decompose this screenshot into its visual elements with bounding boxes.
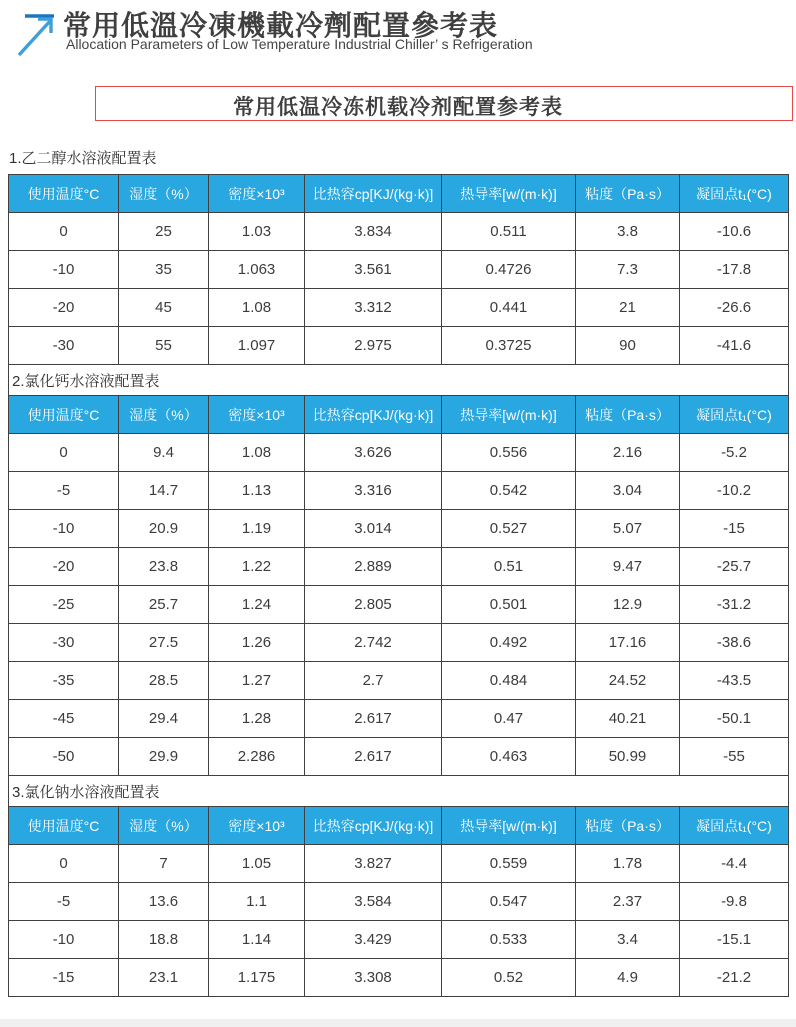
table-cell: 0.492 — [442, 624, 576, 662]
column-header: 密度×10³ — [209, 807, 305, 845]
table-cell: 1.05 — [209, 845, 305, 883]
table-cell: 17.16 — [576, 624, 680, 662]
table-cell: -35 — [9, 662, 119, 700]
table-cell: 25.7 — [119, 586, 209, 624]
table-cell: 50.99 — [576, 738, 680, 776]
table-cell: 2.617 — [305, 738, 442, 776]
table-cell: 21 — [576, 289, 680, 327]
column-header: 比热容cp[KJ/(kg·k)] — [305, 175, 442, 213]
table-cell: -31.2 — [680, 586, 789, 624]
table-cell: -5.2 — [680, 434, 789, 472]
table-cell: 3.626 — [305, 434, 442, 472]
table-cell: 1.78 — [576, 845, 680, 883]
table-cell: 0.4726 — [442, 251, 576, 289]
table-cell: 45 — [119, 289, 209, 327]
table-header-row — [9, 175, 789, 213]
table-cell: 0.441 — [442, 289, 576, 327]
table-cell: -38.6 — [680, 624, 789, 662]
table-row — [9, 289, 789, 327]
table-cell: 29.9 — [119, 738, 209, 776]
table-cell: 7 — [119, 845, 209, 883]
section-label: 1.乙二醇水溶液配置表 — [9, 150, 157, 167]
table-cell: -55 — [680, 738, 789, 776]
table-cell: -20 — [9, 289, 119, 327]
column-header: 热导率[w/(m·k)] — [442, 396, 576, 434]
table-row — [9, 510, 789, 548]
column-header: 湿度（%） — [119, 396, 209, 434]
table-cell: 28.5 — [119, 662, 209, 700]
column-header: 比热容cp[KJ/(kg·k)] — [305, 396, 442, 434]
table-cell: 2.805 — [305, 586, 442, 624]
table-cell: 3.308 — [305, 959, 442, 997]
table-cell: 0 — [9, 845, 119, 883]
parameters-table — [8, 174, 789, 997]
up-right-arrow-logo-icon — [10, 8, 56, 62]
column-header: 粘度（Pa·s） — [576, 396, 680, 434]
table-cell: 0.51 — [442, 548, 576, 586]
table-cell: 1.19 — [209, 510, 305, 548]
table-cell: 0.47 — [442, 700, 576, 738]
table-row — [9, 624, 789, 662]
table-cell: 1.22 — [209, 548, 305, 586]
table-cell: 18.8 — [119, 921, 209, 959]
column-header: 使用温度°C — [9, 175, 119, 213]
column-header: 凝固点t₁(°C) — [680, 807, 789, 845]
table-row — [9, 251, 789, 289]
table-cell: 2.286 — [209, 738, 305, 776]
table-cell: 3.561 — [305, 251, 442, 289]
table-cell: -25.7 — [680, 548, 789, 586]
table-cell: -10 — [9, 510, 119, 548]
table-cell: -30 — [9, 327, 119, 365]
table-cell: 24.52 — [576, 662, 680, 700]
table-header-row — [9, 396, 789, 434]
table-row — [9, 472, 789, 510]
column-header: 热导率[w/(m·k)] — [442, 807, 576, 845]
table-cell: 3.834 — [305, 213, 442, 251]
table-cell: 2.617 — [305, 700, 442, 738]
table-cell: 1.27 — [209, 662, 305, 700]
table-cell: -10 — [9, 251, 119, 289]
table-cell: -9.8 — [680, 883, 789, 921]
table-cell: -41.6 — [680, 327, 789, 365]
page-title: 常用低温冷冻机载冷剂配置参考表 — [233, 96, 563, 119]
table-cell: 0.556 — [442, 434, 576, 472]
table-cell: 0.533 — [442, 921, 576, 959]
table-cell: 2.16 — [576, 434, 680, 472]
table-cell: -10.6 — [680, 213, 789, 251]
table-cell: 3.04 — [576, 472, 680, 510]
table-row — [9, 921, 789, 959]
table-cell: -15.1 — [680, 921, 789, 959]
table-row — [9, 327, 789, 365]
table-cell: 7.3 — [576, 251, 680, 289]
table-cell: 0.559 — [442, 845, 576, 883]
table-cell: 3.316 — [305, 472, 442, 510]
table-cell: -15 — [680, 510, 789, 548]
table-cell: -5 — [9, 472, 119, 510]
table-cell: 1.13 — [209, 472, 305, 510]
table-cell: 0.527 — [442, 510, 576, 548]
column-header: 粘度（Pa·s） — [576, 175, 680, 213]
table-cell: 1.28 — [209, 700, 305, 738]
column-header: 使用温度°C — [9, 396, 119, 434]
page-scan-edge — [0, 1019, 796, 1027]
table-cell: 0.3725 — [442, 327, 576, 365]
table-cell: 2.889 — [305, 548, 442, 586]
table-cell: 3.312 — [305, 289, 442, 327]
table-cell: 25 — [119, 213, 209, 251]
table-cell: 1.26 — [209, 624, 305, 662]
column-header: 凝固点t₁(°C) — [680, 175, 789, 213]
column-header: 热导率[w/(m·k)] — [442, 175, 576, 213]
table-header-row — [9, 807, 789, 845]
table-cell: -4.4 — [680, 845, 789, 883]
table-cell: 1.175 — [209, 959, 305, 997]
brand-subtitle: Allocation Parameters of Low Temperature Industrial Chiller’ s Refrigeration — [66, 36, 533, 52]
section-label: 3.氯化钠水溶液配置表 — [9, 776, 789, 807]
table-cell: 9.4 — [119, 434, 209, 472]
table-cell: 3.827 — [305, 845, 442, 883]
table-cell: -21.2 — [680, 959, 789, 997]
table-cell: 0 — [9, 434, 119, 472]
table-cell: 40.21 — [576, 700, 680, 738]
table-cell: -26.6 — [680, 289, 789, 327]
table-cell: 5.07 — [576, 510, 680, 548]
table-cell: 14.7 — [119, 472, 209, 510]
table-row — [9, 434, 789, 472]
table-cell: -10 — [9, 921, 119, 959]
table-cell: 0 — [9, 213, 119, 251]
table-cell: 29.4 — [119, 700, 209, 738]
table-cell: 0.463 — [442, 738, 576, 776]
table-row — [9, 845, 789, 883]
section-label: 2.氯化钙水溶液配置表 — [9, 365, 789, 396]
table-cell: 3.4 — [576, 921, 680, 959]
table-cell: -30 — [9, 624, 119, 662]
section-label-row — [9, 776, 789, 807]
table-cell: 1.097 — [209, 327, 305, 365]
table-cell: -10.2 — [680, 472, 789, 510]
column-header: 比热容cp[KJ/(kg·k)] — [305, 807, 442, 845]
table-cell: 3.429 — [305, 921, 442, 959]
column-header: 湿度（%） — [119, 175, 209, 213]
parameters-grid — [8, 174, 788, 997]
table-cell: 1.08 — [209, 289, 305, 327]
table-cell: 2.975 — [305, 327, 442, 365]
table-cell: 4.9 — [576, 959, 680, 997]
column-header: 密度×10³ — [209, 396, 305, 434]
table-cell: 2.742 — [305, 624, 442, 662]
table-row — [9, 883, 789, 921]
table-cell: 1.14 — [209, 921, 305, 959]
table-cell: 0.501 — [442, 586, 576, 624]
column-header: 凝固点t₁(°C) — [680, 396, 789, 434]
table-cell: 27.5 — [119, 624, 209, 662]
column-header: 密度×10³ — [209, 175, 305, 213]
table-row — [9, 548, 789, 586]
table-cell: -43.5 — [680, 662, 789, 700]
table-cell: 23.8 — [119, 548, 209, 586]
section-label-row — [9, 365, 789, 396]
table-cell: 3.014 — [305, 510, 442, 548]
table-cell: 0.511 — [442, 213, 576, 251]
table-row — [9, 738, 789, 776]
table-cell: -17.8 — [680, 251, 789, 289]
table-cell: 0.547 — [442, 883, 576, 921]
table-cell: 0.542 — [442, 472, 576, 510]
column-header: 使用温度°C — [9, 807, 119, 845]
table-cell: -15 — [9, 959, 119, 997]
table-cell: 1.24 — [209, 586, 305, 624]
table-cell: 1.03 — [209, 213, 305, 251]
table-cell: 13.6 — [119, 883, 209, 921]
column-header: 湿度（%） — [119, 807, 209, 845]
table-cell: 3.584 — [305, 883, 442, 921]
table-cell: 2.7 — [305, 662, 442, 700]
table-cell: -50 — [9, 738, 119, 776]
table-cell: 1.08 — [209, 434, 305, 472]
table-cell: 0.52 — [442, 959, 576, 997]
column-header: 粘度（Pa·s） — [576, 807, 680, 845]
table-cell: 1.063 — [209, 251, 305, 289]
table-row — [9, 213, 789, 251]
table-row — [9, 586, 789, 624]
table-row — [9, 700, 789, 738]
table-cell: 23.1 — [119, 959, 209, 997]
table-cell: 55 — [119, 327, 209, 365]
table-cell: -25 — [9, 586, 119, 624]
table-cell: -5 — [9, 883, 119, 921]
table-cell: 9.47 — [576, 548, 680, 586]
table-cell: 0.484 — [442, 662, 576, 700]
table-cell: 90 — [576, 327, 680, 365]
table-cell: 1.1 — [209, 883, 305, 921]
parameters-table-body — [9, 175, 789, 997]
table-cell: 2.37 — [576, 883, 680, 921]
table-cell: -45 — [9, 700, 119, 738]
table-cell: 35 — [119, 251, 209, 289]
table-cell: -20 — [9, 548, 119, 586]
table-cell: 3.8 — [576, 213, 680, 251]
table-row — [9, 662, 789, 700]
brand-title: 常用低溫冷凍機載冷劑配置參考表 — [63, 10, 499, 41]
table-cell: 20.9 — [119, 510, 209, 548]
table-cell: 12.9 — [576, 586, 680, 624]
table-cell: -50.1 — [680, 700, 789, 738]
table-row — [9, 959, 789, 997]
